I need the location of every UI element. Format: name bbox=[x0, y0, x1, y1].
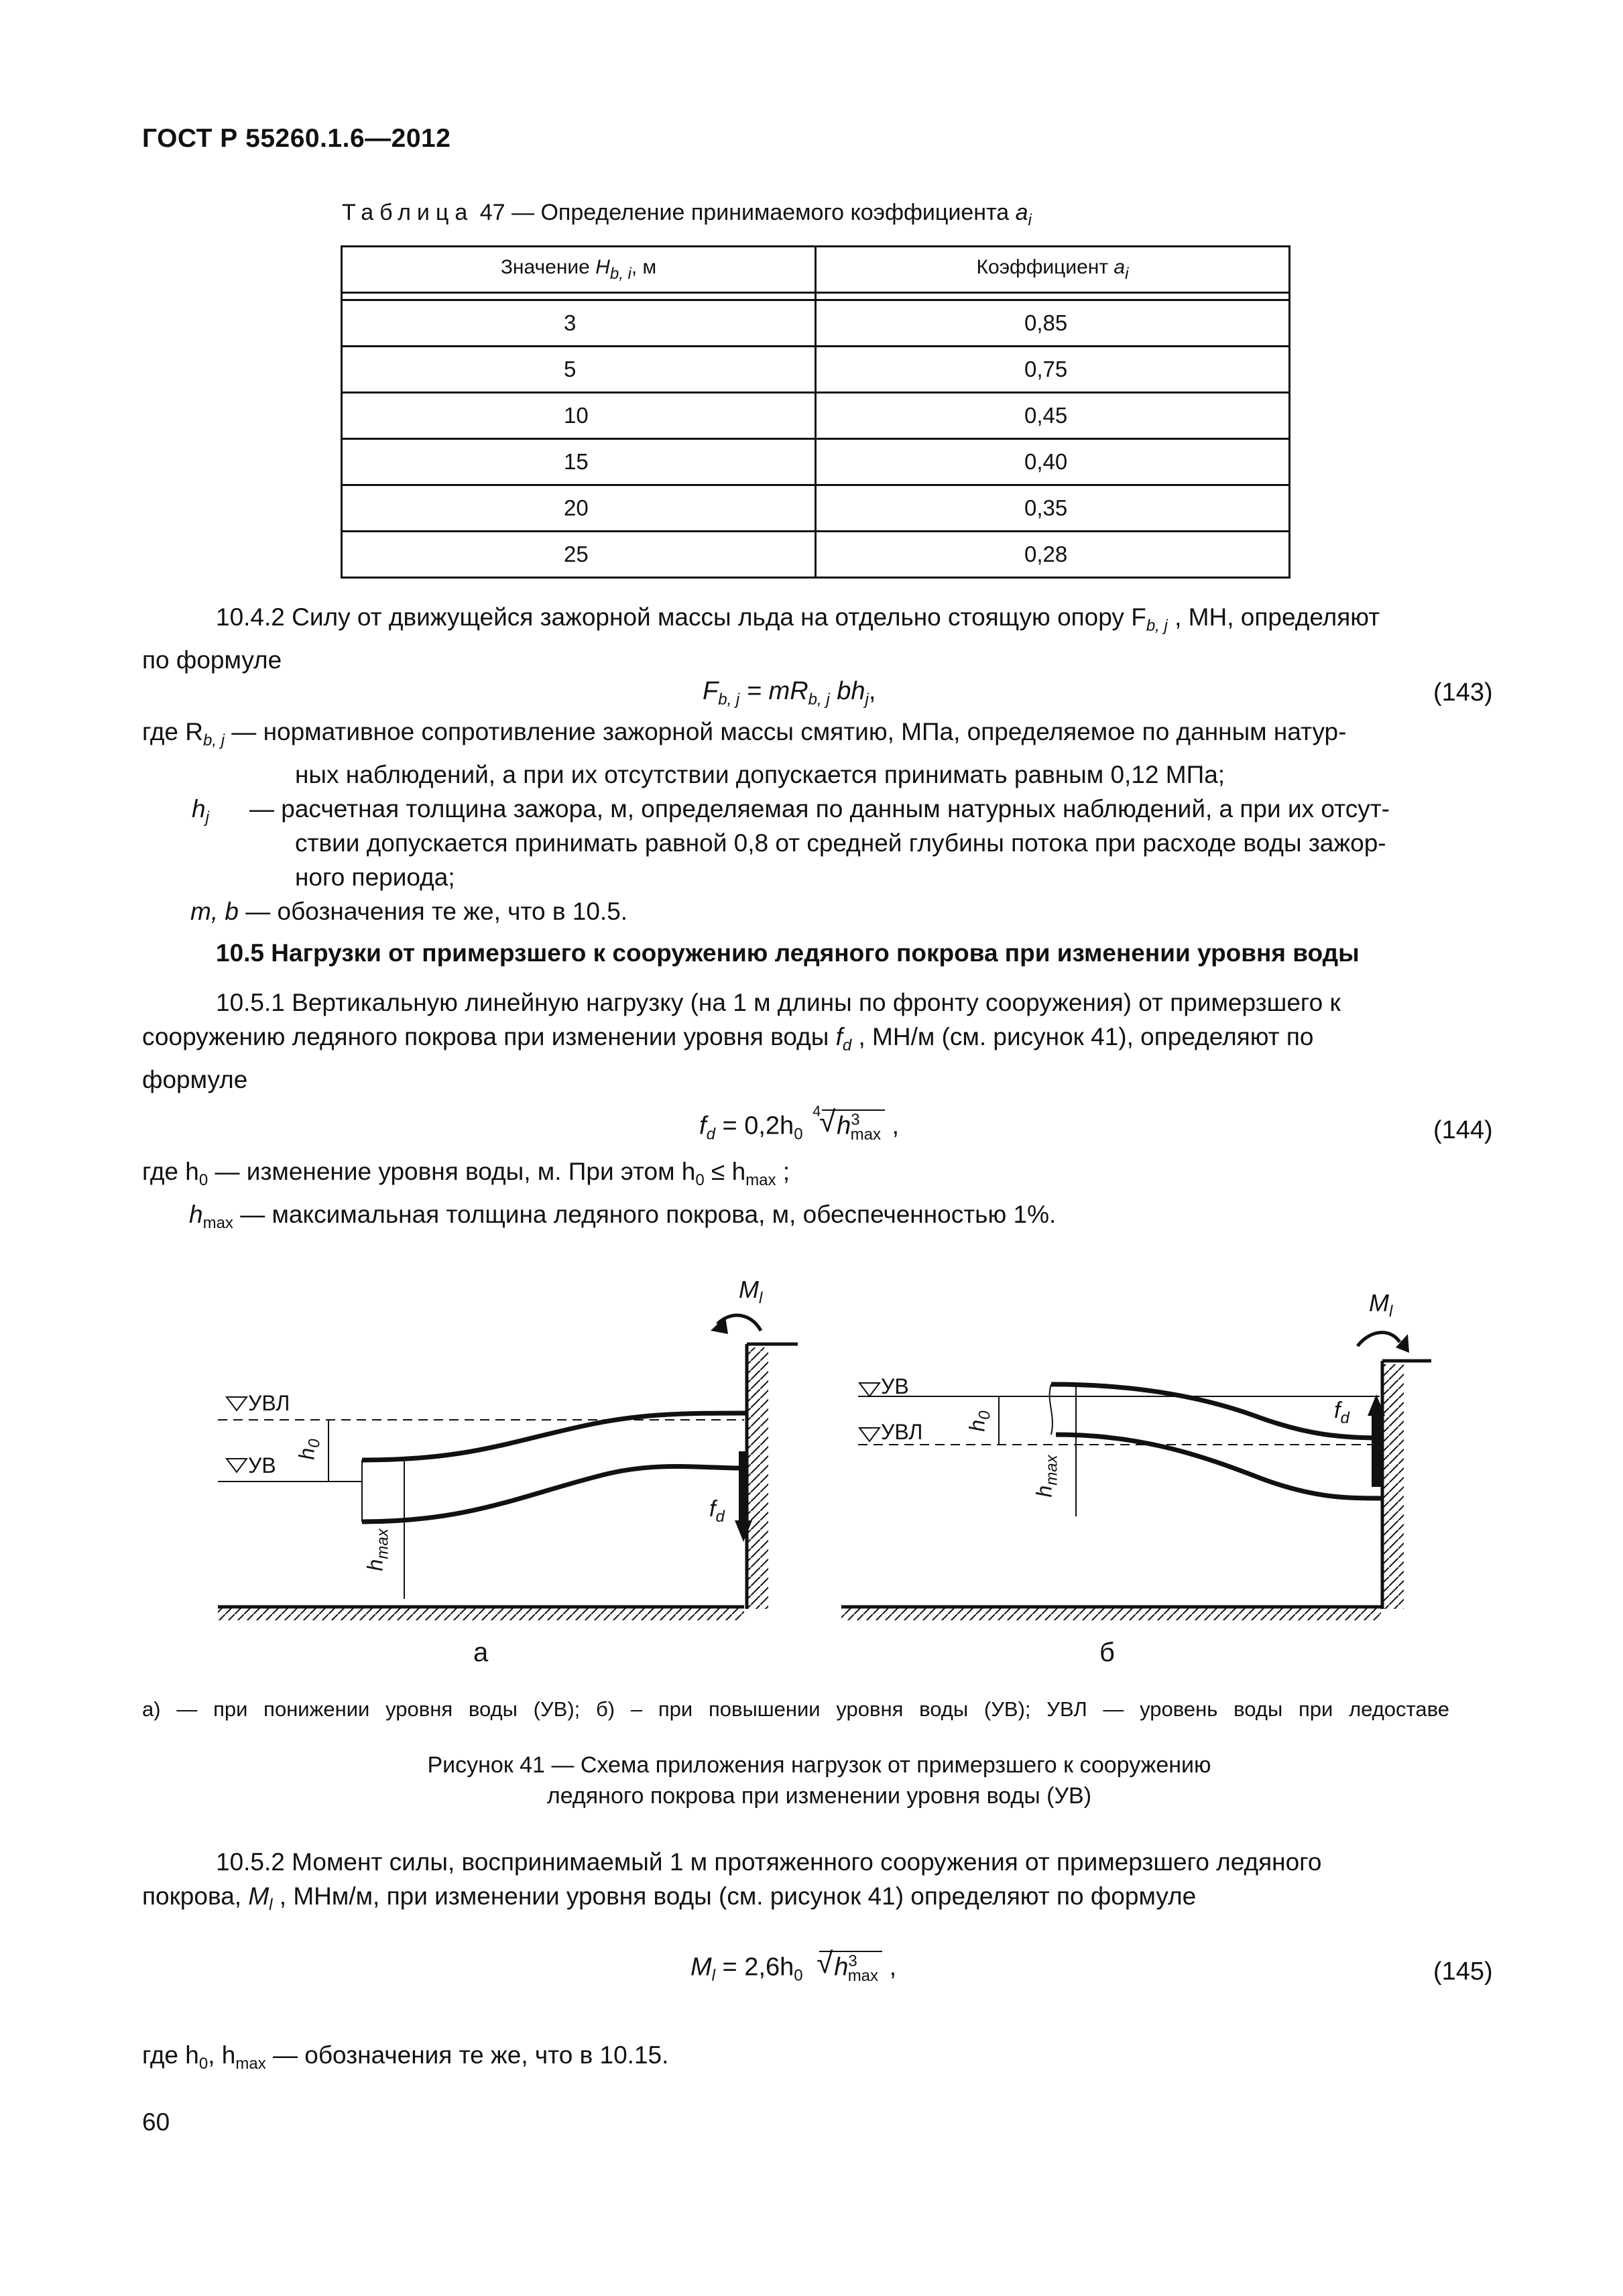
eq-number-145: (145) bbox=[1433, 1957, 1493, 1986]
label-b: б bbox=[1099, 1638, 1115, 1667]
para-10-4-2-line1: 10.4.2 Силу от движущейся зажорной массы льда на отдельно стоящую опору F bbox=[216, 603, 1146, 631]
wall-hatch bbox=[1384, 1364, 1404, 1609]
table-caption-symbol-sub: i bbox=[1028, 211, 1032, 229]
eq-number-143: (143) bbox=[1433, 678, 1493, 707]
where-sub: max bbox=[745, 1171, 776, 1189]
radical-sign: √ bbox=[819, 1105, 836, 1138]
f145-mid: = 2,6h bbox=[715, 1953, 794, 1982]
where-sub: j bbox=[205, 808, 209, 827]
where-sym: h bbox=[189, 1201, 203, 1228]
ground-hatch bbox=[218, 1608, 744, 1620]
page-number: 60 bbox=[142, 2108, 170, 2136]
table-caption-symbol: a bbox=[1015, 200, 1028, 225]
para-line: формуле bbox=[142, 1066, 248, 1093]
table-caption-text: 47 — Определение принимаемого коэффициента bbox=[473, 200, 1016, 225]
f144-part: f bbox=[699, 1111, 707, 1140]
table-gap-row bbox=[342, 293, 1290, 300]
table-cell: 0,45 bbox=[816, 393, 1290, 439]
where-list-143 bbox=[142, 715, 1496, 928]
radicand-sub: max bbox=[847, 1966, 879, 1985]
diagram-b bbox=[841, 1333, 1431, 1620]
para-10-5-2 bbox=[142, 1845, 1496, 1922]
eq-number-144: (144) bbox=[1433, 1116, 1493, 1144]
where-text: , h bbox=[208, 2041, 236, 2069]
where-sub: b, j bbox=[203, 731, 225, 749]
table-cell: 0,40 bbox=[816, 439, 1290, 485]
where-sym: m, b bbox=[190, 898, 239, 925]
table-row bbox=[342, 300, 1290, 347]
radical-sign: √ bbox=[817, 1947, 833, 1980]
para-10-4-2 bbox=[142, 600, 1483, 677]
f143-sub2: b, j bbox=[808, 690, 830, 709]
f144-end: , bbox=[884, 1111, 900, 1140]
table-cell: 15 bbox=[342, 439, 816, 485]
label-uv-a: УВ bbox=[248, 1453, 276, 1477]
label-uvl-a: УВЛ bbox=[248, 1391, 290, 1415]
where-text: — расчетная толщина зажора, м, определяемая по данным натурных наблюдений, а при их отсут- bbox=[249, 795, 1390, 823]
figure-legend: а) — при понижении уровня воды (УВ); б) – при повышении уровня воды (УВ); УВЛ — уровень воды при ледоставе bbox=[142, 1697, 1449, 1721]
ground-hatch bbox=[841, 1608, 1381, 1620]
where-text: ного периода; bbox=[295, 863, 455, 891]
f144-sub: d bbox=[706, 1125, 715, 1144]
ice-top-edge bbox=[1051, 1384, 1381, 1438]
para-sub: b, j bbox=[1146, 617, 1168, 635]
label-fd-b: $f_d$ bbox=[1334, 1398, 1349, 1427]
uvl-level-marker bbox=[227, 1397, 247, 1410]
where-text: где h bbox=[142, 2041, 199, 2069]
col2-symbol: a bbox=[1114, 255, 1126, 278]
where-text: ≤ h bbox=[704, 1158, 746, 1185]
square-root bbox=[817, 1947, 882, 1986]
root-4 bbox=[813, 1103, 885, 1144]
fd-bar bbox=[739, 1451, 748, 1522]
f143-tail: bh bbox=[829, 677, 865, 705]
table-cell: 0,75 bbox=[816, 347, 1290, 393]
section-10-5-title: 10.5 Нагрузки от примерзшего к сооружению ледяного покрова при изменении уровня воды bbox=[216, 939, 1360, 967]
para-10-4-2-line2: по формуле bbox=[142, 646, 282, 674]
where-text: — изменение уровня воды, м. При этом h bbox=[208, 1158, 696, 1185]
table-col1-header bbox=[342, 247, 816, 293]
where-text: ствии допускается принимать равной 0,8 от средней глубины потока при расходе воды зажор- bbox=[295, 829, 1386, 857]
para-line: , МН/м (см. рисунок 41), определяют по bbox=[851, 1023, 1314, 1050]
f144-mid: = 0,2h bbox=[715, 1111, 794, 1140]
para-sym: M bbox=[248, 1882, 269, 1910]
label-fd-a: $f_d$ bbox=[709, 1496, 725, 1526]
table-cell: 0,85 bbox=[816, 300, 1290, 347]
where-text: ; bbox=[776, 1158, 790, 1185]
where-text: — обозначения те же, что в 10.15. bbox=[265, 2041, 669, 2069]
figure-caption-line1: Рисунок 41 — Схема приложения нагрузок от примерзшего к сооружению bbox=[427, 1752, 1211, 1778]
table-cell: 20 bbox=[342, 485, 816, 532]
f143-mid: = mR bbox=[739, 677, 808, 705]
where-list-145 bbox=[142, 2038, 668, 2081]
para-sym: f bbox=[835, 1023, 843, 1050]
table-row bbox=[342, 347, 1290, 393]
formula-143 bbox=[703, 677, 876, 709]
f143-sub3: j bbox=[865, 690, 869, 709]
label-hmax-a: $h_{max}$ bbox=[363, 1528, 392, 1571]
formula-144 bbox=[699, 1103, 900, 1150]
radicand-sub: max bbox=[850, 1125, 881, 1144]
f143-end: , bbox=[868, 677, 876, 705]
para-line: , МНм/м, при изменении уровня воды (см. рисунок 41) определяют по формуле bbox=[272, 1882, 1197, 1910]
formula-145 bbox=[690, 1947, 897, 1986]
where-text: — максимальная толщина ледяного покрова, м, обеспеченностью 1%. bbox=[233, 1201, 1057, 1228]
f143-sub: b, j bbox=[718, 690, 740, 709]
label-uvl-b: УВЛ bbox=[881, 1420, 923, 1444]
where-text: ных наблюдений, а при их отсутствии допускается принимать равным 0,12 МПа; bbox=[295, 761, 1225, 788]
label-a: а bbox=[473, 1638, 489, 1667]
col1-symbol: H bbox=[595, 255, 610, 278]
ml-arrow-head bbox=[1396, 1334, 1409, 1353]
table-cell: 25 bbox=[342, 532, 816, 578]
figure-caption-line2: ледяного покрова при изменении уровня воды (УВ) bbox=[546, 1783, 1092, 1809]
where-sub: 0 bbox=[198, 2055, 208, 2073]
wall-hatch bbox=[748, 1347, 768, 1609]
table-row bbox=[342, 439, 1290, 485]
para-line: покрова, bbox=[142, 1882, 249, 1910]
label-h0-a: $h_0$ bbox=[294, 1439, 324, 1460]
para-line: 10.5.1 Вертикальную линейную нагрузку (на 1 м длины по фронту сооружения) от примерзшего к bbox=[216, 989, 1341, 1016]
where-sym: где R bbox=[142, 718, 204, 745]
root-index: 4 bbox=[813, 1103, 821, 1120]
para-sub: l bbox=[269, 1896, 273, 1914]
label-h0-b: $h_0$ bbox=[965, 1410, 994, 1432]
radicand: h bbox=[837, 1111, 851, 1140]
label-hmax-b: $h_{max}$ bbox=[1032, 1455, 1061, 1498]
radicand-sup: 3 bbox=[848, 1952, 857, 1970]
table-47 bbox=[341, 245, 1290, 579]
label-ml-a: $M_l$ bbox=[739, 1276, 763, 1307]
table-caption-prefix: Таблица bbox=[342, 200, 474, 225]
ml-arrow-head bbox=[711, 1317, 728, 1334]
where-list-144 bbox=[142, 1154, 1496, 1240]
where-sub: max bbox=[202, 1214, 233, 1232]
f145-sub: l bbox=[711, 1966, 715, 1985]
table-header-row bbox=[342, 247, 1290, 293]
col2-label: Коэффициент bbox=[976, 255, 1114, 278]
f144-sub0: 0 bbox=[794, 1125, 803, 1144]
table-cell: 0,28 bbox=[816, 532, 1290, 578]
table-cell: 0,35 bbox=[816, 485, 1290, 532]
document-header: ГОСТ Р 55260.1.6—2012 bbox=[142, 124, 451, 153]
ice-bottom-edge bbox=[362, 1467, 745, 1522]
para-10-5-1 bbox=[142, 985, 1496, 1097]
table-row bbox=[342, 393, 1290, 439]
uv-level-marker bbox=[227, 1459, 247, 1472]
table-caption bbox=[342, 200, 1032, 230]
where-sub: 0 bbox=[198, 1171, 208, 1189]
col1-sub: b, i bbox=[609, 264, 632, 283]
label-uv-b: УВ bbox=[881, 1374, 909, 1398]
f145-part: M bbox=[690, 1953, 712, 1982]
table-row bbox=[342, 532, 1290, 578]
col1-label: Значение bbox=[500, 255, 596, 278]
para-sub: d bbox=[842, 1036, 852, 1054]
where-sub: max bbox=[235, 2055, 266, 2073]
where-text: — нормативное сопротивление зажорной массы смятию, МПа, определяемое по данным натур- bbox=[225, 718, 1347, 745]
where-sym: h bbox=[192, 795, 206, 823]
where-sub: 0 bbox=[695, 1171, 705, 1189]
where-sym: где h bbox=[142, 1158, 199, 1185]
col1-unit: , м bbox=[631, 255, 657, 278]
f145-sub0: 0 bbox=[794, 1966, 803, 1985]
uv-level-marker bbox=[859, 1383, 880, 1396]
radicand: h bbox=[834, 1953, 849, 1982]
fd-bar bbox=[1372, 1414, 1381, 1487]
table-cell: 3 bbox=[342, 300, 816, 347]
f145-end: , bbox=[882, 1953, 897, 1982]
ice-left-edge bbox=[1050, 1384, 1053, 1435]
table-cell: 10 bbox=[342, 393, 816, 439]
ml-arc bbox=[1358, 1333, 1400, 1346]
table-col2-header bbox=[816, 247, 1290, 293]
label-ml-b: $M_l$ bbox=[1369, 1289, 1393, 1321]
para-line: 10.5.2 Момент силы, воспринимаемый 1 м протяженного сооружения от примерзшего ледяного bbox=[216, 1848, 1322, 1876]
uvl-level-marker bbox=[859, 1428, 880, 1441]
where-text: — обозначения те же, что в 10.5. bbox=[238, 898, 628, 925]
table-cell: 5 bbox=[342, 347, 816, 393]
table-row bbox=[342, 485, 1290, 532]
diagram-a bbox=[218, 1315, 798, 1620]
f143-part: F bbox=[703, 677, 719, 705]
radicand-sup: 3 bbox=[851, 1111, 860, 1129]
col2-sub: i bbox=[1125, 264, 1129, 283]
para-10-4-2-tail: , МН, определяют bbox=[1167, 603, 1380, 631]
para-line: сооружению ледяного покрова при изменении уровня воды bbox=[142, 1023, 836, 1050]
